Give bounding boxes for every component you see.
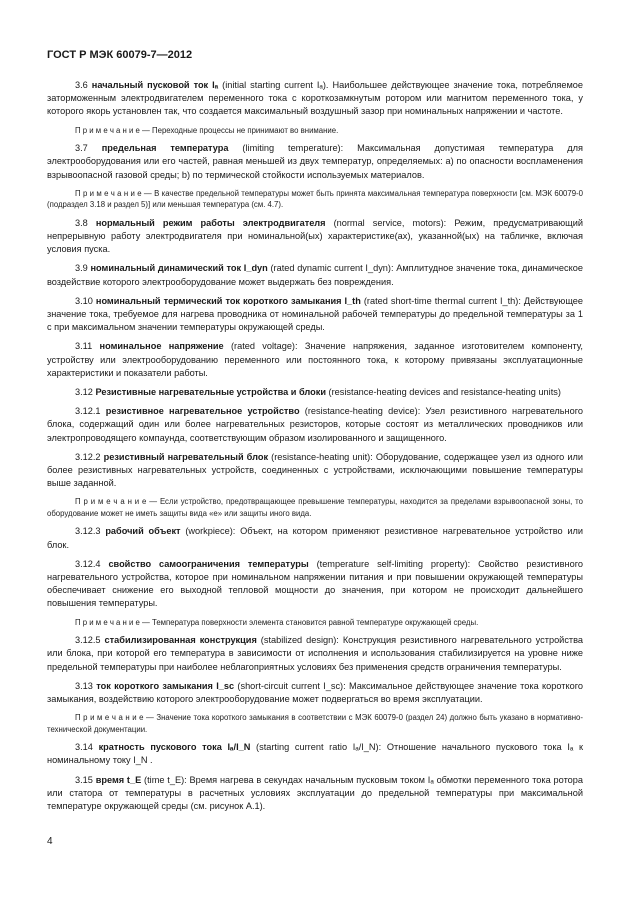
clause-number: 3.12.4: [75, 558, 109, 569]
clause-number: 3.11: [75, 341, 100, 352]
defined-term: резистивный нагревательный блок: [103, 451, 269, 462]
definition-text: (rated short-time thermal current I_th): Действующее значение тока, требуемое для нагрева проводника от номинальной рабочей температуры до предельной температуры за 1 с при максимальном значении температуры окружающей среды.: [47, 295, 583, 333]
defined-term: предельная температура: [101, 143, 229, 154]
definition-paragraph: [47, 525, 583, 551]
definition-paragraph: [47, 680, 583, 706]
definition-paragraph: [47, 634, 583, 674]
definition-paragraph: [47, 405, 583, 445]
definition-paragraph: [47, 451, 583, 491]
definition-paragraph: [47, 774, 583, 814]
definition-text: (time t_E): Время нагрева в секундах начальным пусковым током Iₐ обмотки переменного тока ротора или статора от температуры в расчетных условиях эксплуатации до предельной температуры при максимальной температуре окружающей среды (см. рисунок А.1).: [47, 774, 583, 811]
definition-text: (temperature self-limiting property): Свойство резистивного нагревательного устройства, которое при номинальном напряжении питания и при повышении окружающей температуры обеспечивает снижение его выходной тепловой мощности до значения, при котором не происходит дальнейшего повышения температуры.: [47, 558, 583, 609]
definition-text: (limiting temperature): Максимальная допустимая температура для электрооборудования или его частей, равная меньшей из двух температур, определяемых: а) по опасности воспламенения взрывоопасной газовой среды; b) по термической стойкости используемых материалов.: [47, 143, 583, 180]
clause-number: 3.12.3: [75, 526, 106, 537]
clause-number: 3.14: [75, 742, 99, 753]
note-paragraph: П р и м е ч а н и е — Если устройство, предотвращающее превышение температуры, находится за пределами взрывоопасной зоны, то оборудование может не иметь защиты вида «е» или защиты иного вида.: [47, 497, 583, 518]
clause-number: 3.9: [75, 263, 91, 274]
definition-text: (resistance-heating devices and resistance-heating units): [326, 386, 561, 397]
definition-text: (short-circuit current I_sc): Максимальное действующее значение тока короткого замыкания, воздействию которого электрооборудование может подвергаться во время эксплуатации.: [47, 680, 583, 704]
defined-term: резистивное нагревательное устройство: [105, 406, 300, 417]
definition-paragraph: [47, 741, 583, 767]
definition-paragraph: [47, 340, 583, 380]
clause-number: 3.12.1: [75, 406, 106, 417]
defined-term: время t_E: [95, 774, 142, 785]
definition-text: (initial starting current Iₐ). Наибольшее действующее значение тока, потребляемое заторможенным электродвигателем переменного тока с короткозамкнутым ротором или магнитом переменного тока, у которого якорь установлен так, что создается максимальный воздушный зазор при номинальных напряжении и частоте.: [47, 80, 583, 117]
definition-paragraph: [47, 217, 583, 257]
clause-number: 3.7: [75, 143, 102, 154]
note-paragraph: П р и м е ч а н и е — Переходные процессы не принимают во внимание.: [75, 125, 339, 135]
defined-term: номинальное напряжение: [99, 341, 224, 352]
document-body: [47, 79, 583, 819]
clause-number: 3.15: [75, 774, 96, 785]
defined-term: стабилизированная конструкция: [104, 635, 257, 646]
definition-paragraph: [47, 142, 583, 182]
note-paragraph: П р и м е ч а н и е — Температура поверхности элемента становится равной температуре окружающей среды.: [75, 617, 479, 627]
defined-term: ток короткого замыкания I_sc: [96, 680, 235, 691]
note-paragraph: П р и м е ч а н и е — В качестве предельной температуры может быть принята максимальная температура поверхности [см. МЭК 60079-0 (подраздел 3.18 и раздел 5)] или меньшая температура (см. 4.7).: [47, 188, 583, 210]
clause-number: 3.6: [75, 80, 92, 90]
definition-text: (resistance-heating device): Узел резистивного нагревательного блока, содержащий один или более нагревательных резисторов, которые состоят из металлических проводников или электропроводящего компаунда, соответствующим образом изолированного и защищенного.: [47, 406, 583, 443]
defined-term: нормальный режим работы электродвигателя: [95, 217, 326, 228]
page-number: 4: [47, 836, 53, 847]
defined-term: номинальный динамический ток I_dyn: [90, 263, 268, 274]
clause-number: 3.13: [75, 680, 97, 691]
definition-paragraph: [47, 262, 583, 288]
defined-term: рабочий объект: [105, 526, 181, 537]
definition-text: (rated voltage): Значение напряжения, заданное изготовителем компоненту, устройству или электрооборудованию переменного или постоянного тока, к которому привязаны эксплуатационные характеристики и показатели работы.: [47, 341, 583, 378]
definition-paragraph: [47, 558, 583, 611]
definition-text: (resistance-heating unit): Оборудование, содержащее узел из одного или более резистивных нагревательных устройств, соединенных с устройствами, исключающими повышение температуры выше заданной.: [47, 451, 584, 489]
definition-text: (normal service, motors): Режим, предусматривающий непрерывную работу электродвигателя при номинальной(ых) характеристике(ах), указанной(ых) на табличке, включая условия пуска.: [47, 217, 583, 255]
definition-text: (workpiece): Объект, на котором применяют резистивное нагревательное устройство или блок.: [47, 526, 583, 550]
clause-number: 3.12.5: [75, 635, 105, 646]
clause-number: 3.8: [75, 217, 96, 228]
document-header: ГОСТ Р МЭК 60079-7—2012: [47, 49, 193, 61]
clause-number: 3.12.2: [75, 451, 104, 462]
definition-text: (starting current ratio Iₐ/I_N): Отношение начального пускового тока Iₐ к номинальному току I_N .: [47, 742, 584, 766]
definition-text: (rated dynamic current I_dyn): Амплитудное значение тока, динамическое воздействие которого электрооборудование может выдержать без повреждения.: [47, 263, 583, 287]
definition-paragraph: [47, 79, 583, 119]
defined-term: Резистивные нагревательные устройства и блоки: [95, 386, 326, 397]
definition-text: (stabilized design): Конструкция резистивного нагревательного устройства или блока, при которой его температура в зависимости от исполнения и использования стабилизируется на уровне ниже предельной температуры при наиболее неблагоприятных условиях без применения средств ограничения температуры.: [47, 635, 584, 672]
defined-term: номинальный термический ток короткого замыкания I_th: [95, 295, 361, 306]
defined-term: начальный пусковой ток Iₐ: [91, 80, 219, 90]
defined-term: кратность пускового тока Iₐ/I_N: [98, 742, 251, 753]
definition-paragraph: [47, 386, 583, 399]
clause-number: 3.12: [75, 386, 96, 397]
clause-number: 3.10: [75, 295, 96, 306]
note-paragraph: П р и м е ч а н и е — Значение тока короткого замыкания в соответствии с МЭК 60079-0 (раздел 24) должно быть указано в нормативно-технической документации.: [47, 713, 583, 734]
definition-paragraph: [47, 295, 583, 335]
defined-term: свойство самоограничения температуры: [108, 558, 309, 569]
